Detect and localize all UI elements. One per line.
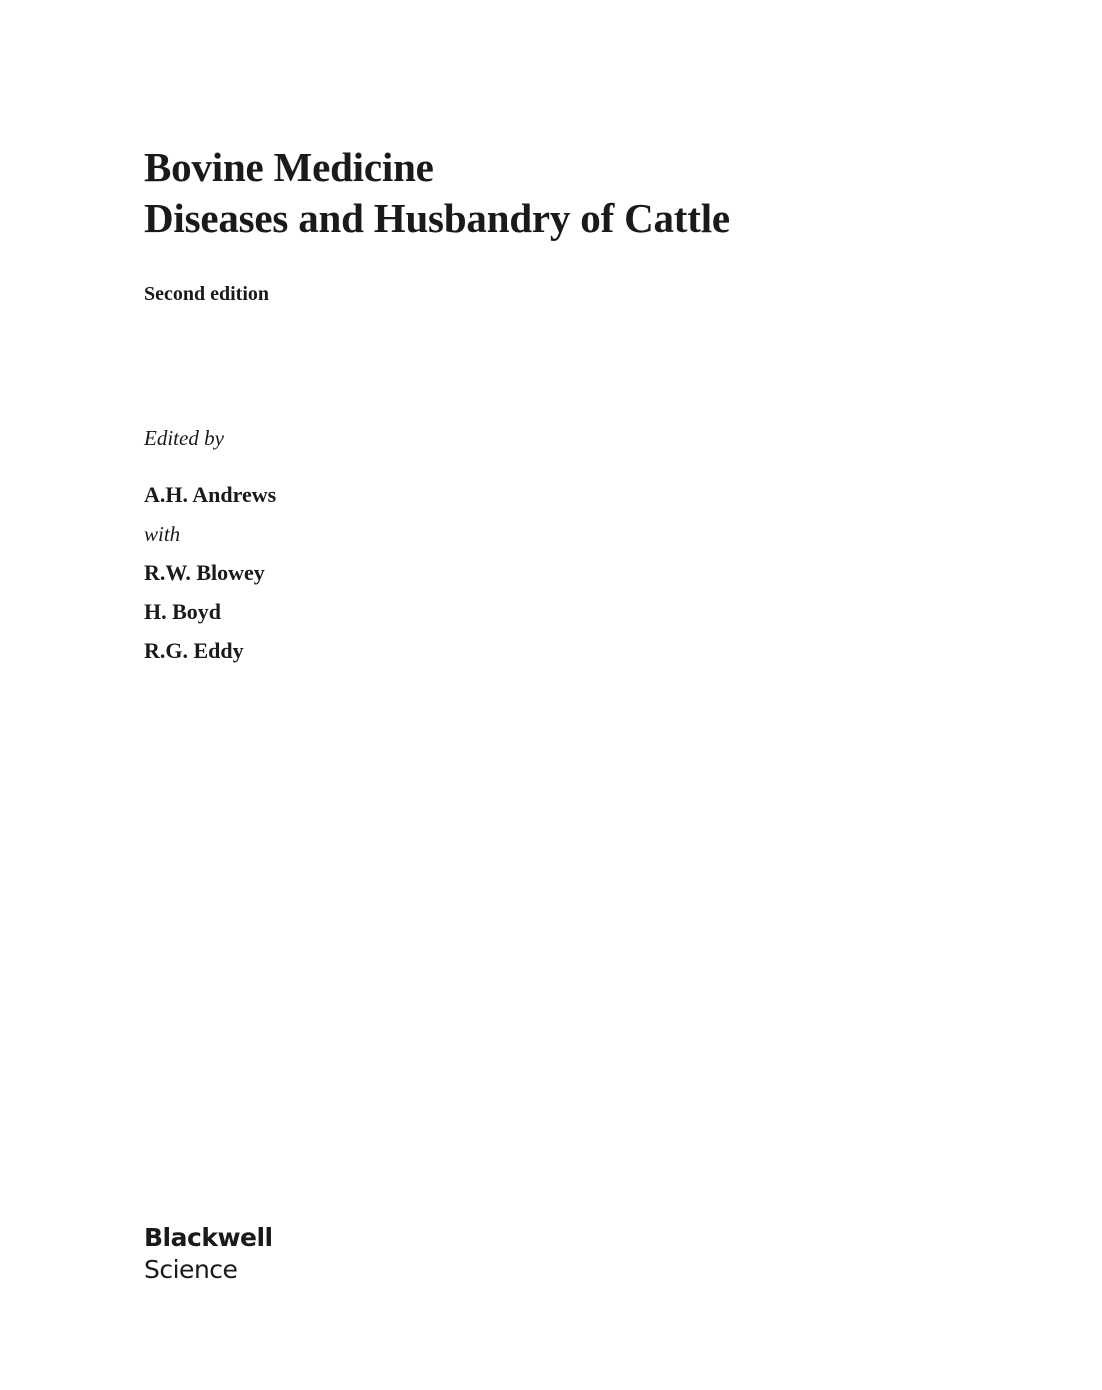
publisher-logo-line-1: Blackwell — [144, 1223, 273, 1252]
book-title-line-1: Bovine Medicine — [144, 144, 434, 190]
contributor-name: H. Boyd — [144, 599, 222, 624]
with-label: with — [144, 522, 181, 546]
edition-label: Second edition — [144, 283, 270, 305]
book-title-line-2: Diseases and Husbandry of Cattle — [144, 195, 730, 241]
contributor-name: R.W. Blowey — [144, 560, 265, 585]
contributor-name: R.G. Eddy — [144, 638, 244, 663]
main-editor-name: A.H. Andrews — [144, 482, 277, 507]
edited-by-label: Edited by — [144, 426, 224, 450]
publisher-logo-line-2: Science — [144, 1255, 238, 1284]
